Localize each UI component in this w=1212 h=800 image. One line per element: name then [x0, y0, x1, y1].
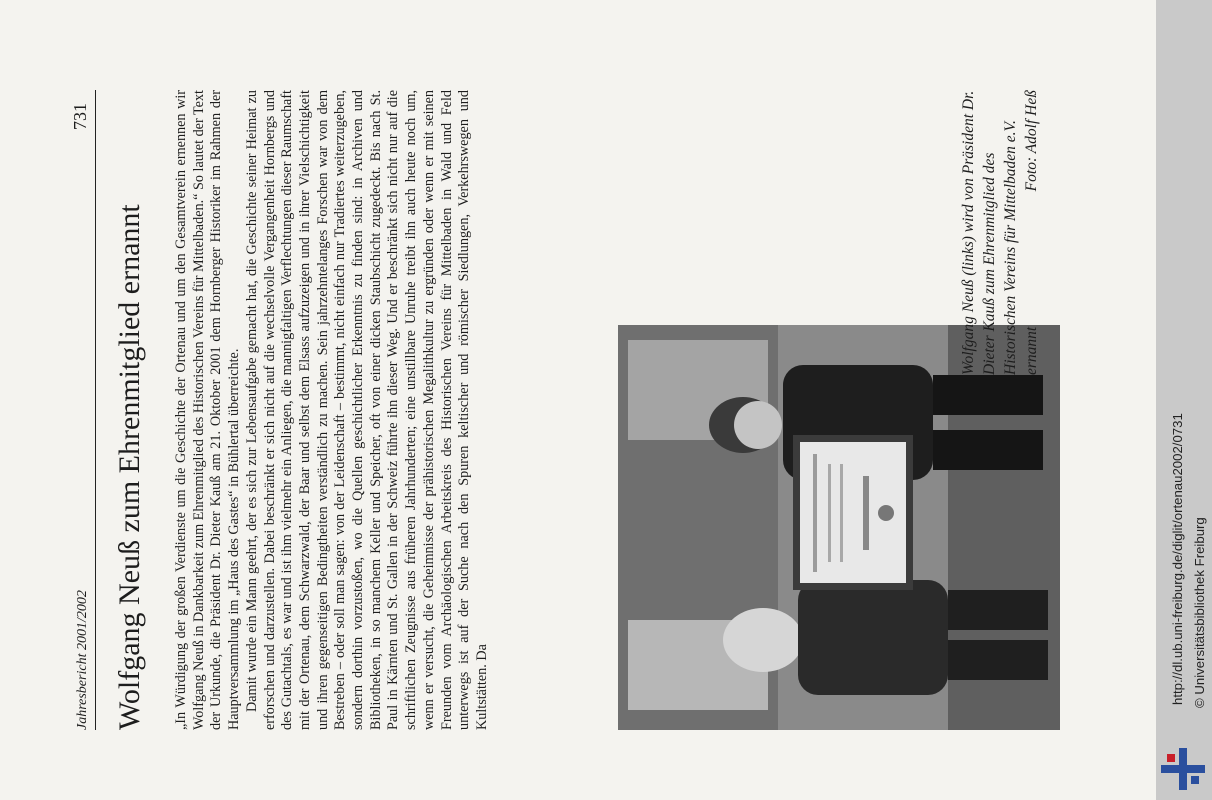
- source-url[interactable]: http://dl.ub.uni-freiburg.de/diglit/ortenau2002/0731: [1170, 413, 1185, 705]
- library-logo-icon: [1161, 748, 1205, 790]
- photo-credit: Foto: Adolf Heß: [1023, 90, 1040, 192]
- journal-header: Jahresbericht 2001/2002: [75, 590, 90, 730]
- article-body: [173, 90, 492, 730]
- copyright-notice: © Universitätsbibliothek Freiburg: [1192, 517, 1207, 708]
- photo-caption: [958, 90, 1042, 375]
- page-number: 731: [70, 103, 90, 130]
- paragraph-2: Damit wurde ein Mann geehrt, der es sich zur Lebensaufgabe gemacht hat, die Geschichte seiner Heimat zu erforschen und darzustellen. Dabei beschränkt er sich nicht auf die wechselvolle Vergangenheit Hornbergs und des Gutachtals, es war und ist ihm vielmehr ein Anliegen, die mannigfaltigen Verflechtungen dieser Raumschaft mit der Ortenau, dem Schwarzwald, der Baar und selbst dem Elsass aufzuzeigen und in ihrer Vielschichtigkeit und ihren gegenseitigen Bedingtheiten verständlich zu machen. Sein jahrzehntelanges Forschen war von dem Bestreben – oder soll man sagen: von der Leidenschaft – bestimmt, nicht einfach nur Tradiertes weiterzugeben, sondern dorthin vorzustoßen, wo die Quellen geschichtlicher Erkenntnis zu finden sind: in Archiven und Bibliotheken, in so manchem Keller und Speicher, oft von einer dicken Staubschicht zugedeckt. Bis nach St. Paul in Kärnten und St. Gallen in der Schweiz führte ihn dieser Weg. Und er beschränkt sich nicht nur auf die schriftlichen Zeugnisse aus früheren Jahrhunderten; eine unstillbare Unruhe treibt ihn auch heute noch um, wenn er versucht, die Geheimnisse der prähistorischen Megalithkultur zu ergründen oder wenn er mit seinen Freunden vom Archäologischen Arbeitskreis des Historischen Vereins für Mittelbaden in Wald und Feld unterwegs ist auf der Suche nach den Spuren keltischer und römischer Siedlungen, Verkehrswegen und Kultstätten. Da: [243, 90, 490, 730]
- paragraph-1: „In Würdigung der großen Verdienste um die Geschichte der Ortenau und um den Gesamtverein ernennen wir Wolfgang Neuß in Dankbarkeit zum Ehrenmitglied des Historischen Vereins für Mittelbaden.“ So lautet der Text der Urkunde, die Präsident Dr. Dieter Kauß am 21. Oktober 2001 dem Hornberger Historiker im Rahmen der Hauptversammlung im „Haus des Gastes“ in Bühlertal überreichte.: [173, 90, 243, 730]
- caption-text: Wolfgang Neuß (links) wird von Präsident Dr. Dieter Kauß zum Ehrenmitglied des Historischen Vereins für Mittelbaden e.V. ernannt: [960, 90, 1040, 375]
- photo-award-ceremony: [618, 325, 1060, 730]
- header-rule: [95, 90, 96, 730]
- article-title: Wolfgang Neuß zum Ehrenmitglied ernannt: [113, 204, 146, 730]
